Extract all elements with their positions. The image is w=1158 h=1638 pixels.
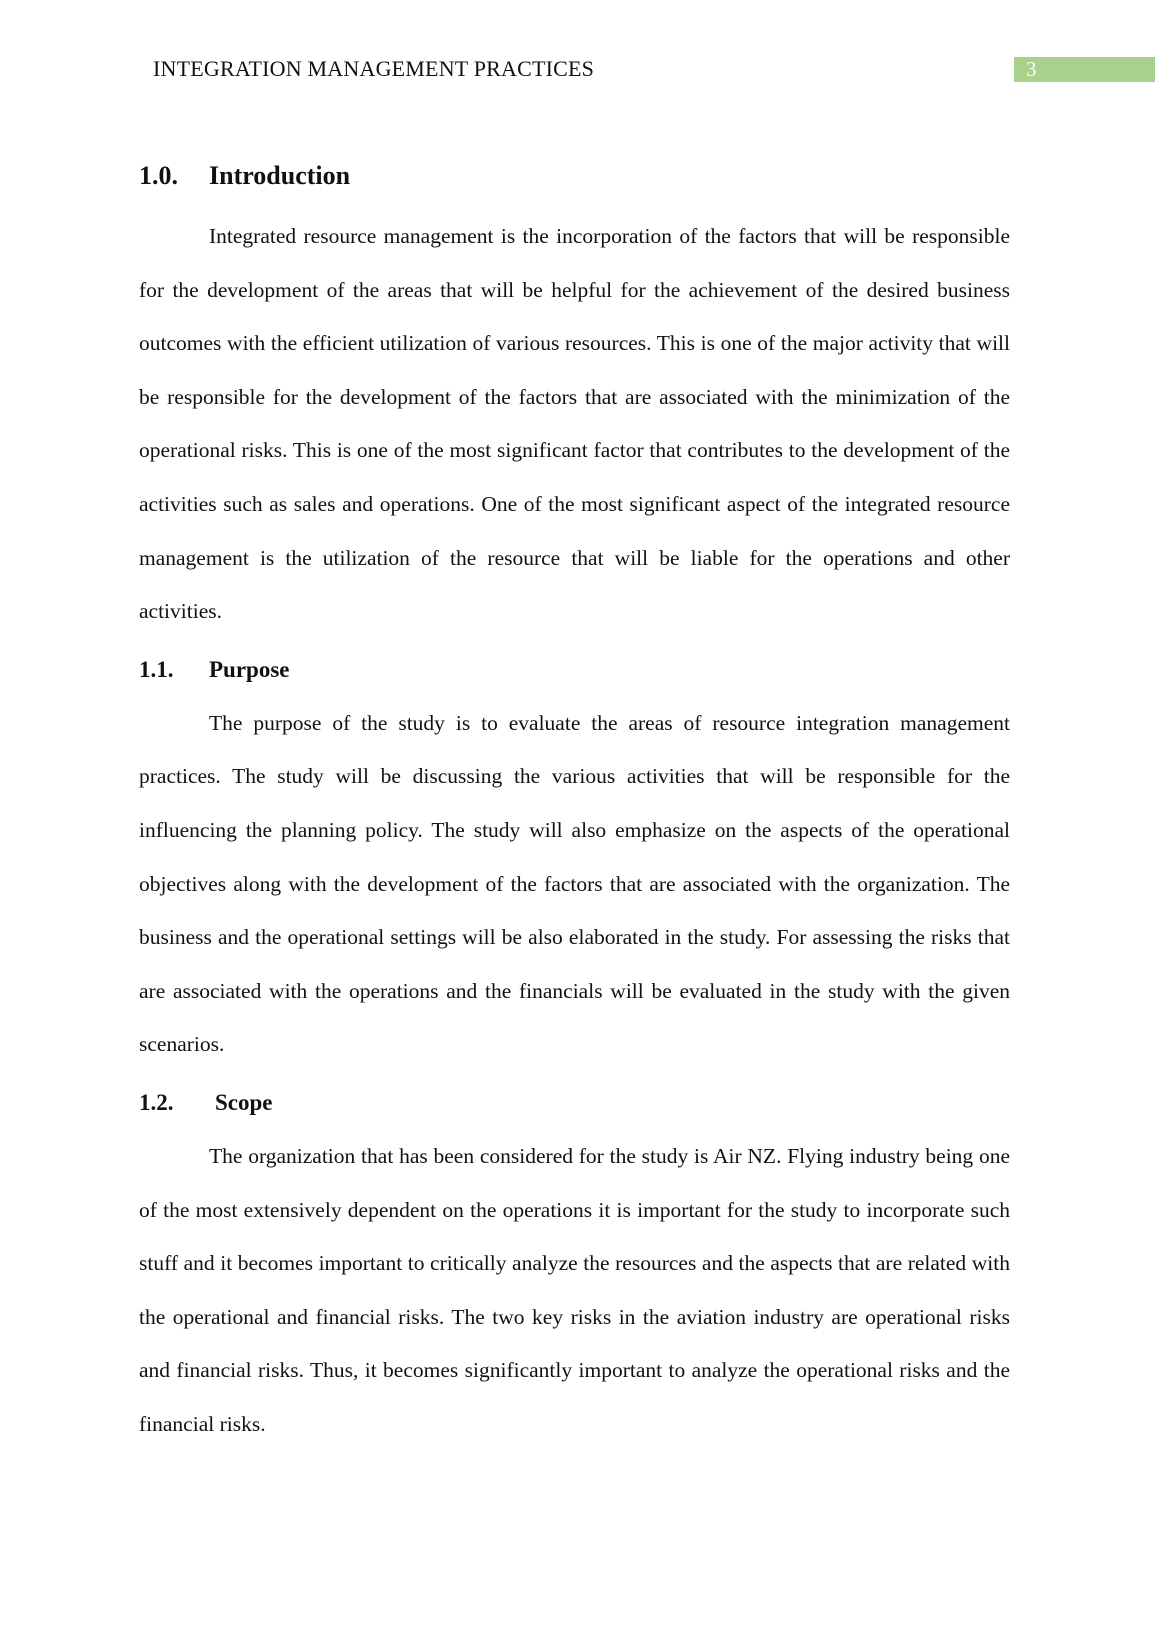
document-body — [139, 158, 1010, 1451]
section-heading-purpose — [139, 653, 1010, 687]
scope-paragraph: The organization that has been considered for the study is Air NZ. Flying industry being one of the most extensively dependent on the operations it is important for the study to incorporate such stuff and it becomes important to critically analyze the resources and the aspects that are related with the operational and financial risks. The two key risks in the aviation industry are operational risks and financial risks. Thus, it becomes significantly important to analyze the operational risks and the financial risks. — [139, 1143, 1010, 1436]
page-number: 3 — [1014, 57, 1155, 82]
section-number: 1.2. — [139, 1089, 174, 1115]
section-number: 1.1. — [139, 656, 174, 682]
section-heading-introduction — [139, 158, 1010, 194]
section-heading-scope — [139, 1086, 1010, 1120]
purpose-paragraph: The purpose of the study is to evaluate the areas of resource integration management practices. The study will be discussing the various activities that will be responsible for the influencing the planning policy. The study will also emphasize on the aspects of the operational objectives along with the development of the factors that are associated with the organization. The business and the operational settings will be also elaborated in the study. For assessing the risks that are associated with the operations and the financials will be evaluated in the study with the given scenarios. — [139, 710, 1010, 1057]
section-title: Scope — [215, 1089, 273, 1115]
section-title: Introduction — [209, 161, 351, 190]
running-head: INTEGRATION MANAGEMENT PRACTICES — [153, 56, 595, 81]
section-number: 1.0. — [139, 161, 178, 190]
section-title: Purpose — [209, 656, 290, 682]
introduction-paragraph: Integrated resource management is the incorporation of the factors that will be responsible for the development of the areas that will be helpful for the achievement of the desired business outcomes with the efficient utilization of various resources. This is one of the major activity that will be responsible for the development of the factors that are associated with the minimization of the operational risks. This is one of the most significant factor that contributes to the development of the activities such as sales and operations. One of the most significant aspect of the integrated resource management is the utilization of the resource that will be liable for the operations and other activities. — [139, 224, 1010, 624]
